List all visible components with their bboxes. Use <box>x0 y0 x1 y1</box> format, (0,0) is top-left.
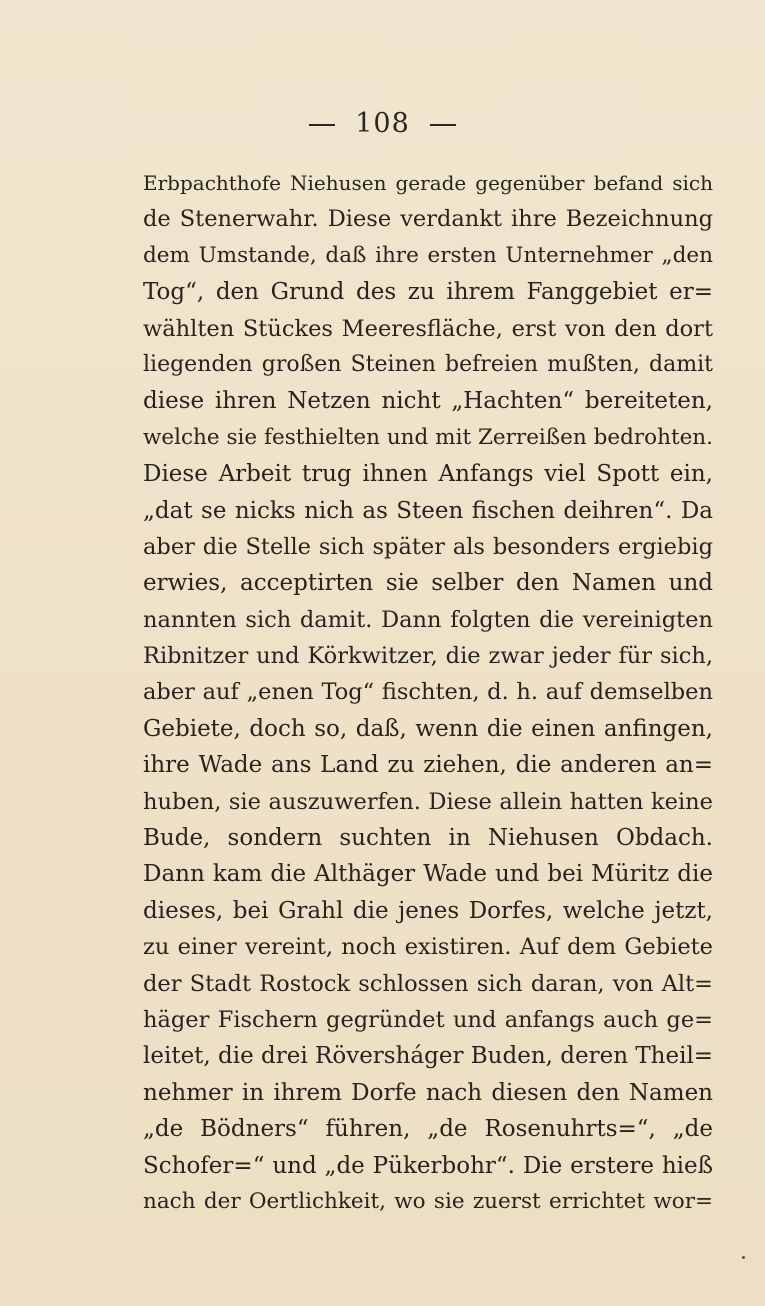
text-line: häger Fischern gegründet und anfangs auch ge= <box>143 1006 713 1033</box>
text-line: erwies, acceptirten sie selber den Namen und <box>143 570 713 597</box>
text-line: Erbpachthofe Niehusen gerade gegenüber befand sich <box>143 171 713 195</box>
page-number-header <box>0 108 765 139</box>
header-dash-right <box>430 124 456 126</box>
text-line: Dann kam die Althäger Wade und bei Müritz die <box>143 861 713 888</box>
text-line: ihre Wade ans Land zu ziehen, die anderen an= <box>143 752 713 779</box>
text-line: leitet, die drei Röversháger Buden, deren Theil= <box>143 1043 713 1070</box>
text-line: welche sie festhielten und mit Zerreißen bedrohten. <box>143 424 713 450</box>
text-line: diese ihren Netzen nicht „Hachten“ bereiteten, <box>143 388 713 415</box>
text-line: nach der Oertlichkeit, wo sie zuerst errichtet wor= <box>143 1188 713 1214</box>
text-line: wählten Stückes Meeresfläche, erst von den dort <box>143 315 713 342</box>
text-line: „de Bödners“ führen, „de Rosenuhrts=“, „de <box>143 1116 713 1143</box>
text-line: aber die Stelle sich später als besonders ergiebig <box>143 533 713 560</box>
paper-speck <box>742 1256 745 1259</box>
text-line: „dat se nicks nich as Steen fischen deihren“. Da <box>143 497 713 524</box>
text-line: zu einer vereint, noch existiren. Auf dem Gebiete <box>143 934 713 961</box>
header-dash-left <box>309 124 335 126</box>
text-line: Ribnitzer und Körkwitzer, die zwar jeder für sich, <box>143 643 713 670</box>
text-line: Tog“, den Grund des zu ihrem Fanggebiet er= <box>143 279 713 306</box>
text-line: Gebiete, doch so, daß, wenn die einen anfingen, <box>143 715 713 742</box>
text-line: Bude, sondern suchten in Niehusen Obdach. <box>143 825 713 852</box>
text-line: aber auf „enen Tog“ fischten, d. h. auf demselben <box>143 679 713 706</box>
page-number: 108 <box>355 108 410 139</box>
text-line: nehmer in ihrem Dorfe nach diesen den Namen <box>143 1079 713 1106</box>
text-line: Diese Arbeit trug ihnen Anfangs viel Spott ein, <box>143 461 713 488</box>
text-line: dieses, bei Grahl die jenes Dorfes, welche jetzt, <box>143 897 713 924</box>
text-line: dem Umstande, daß ihre ersten Unternehmer „den <box>143 242 713 268</box>
text-line: der Stadt Rostock schlossen sich daran, von Alt= <box>143 970 713 997</box>
text-line: de Stenerwahr. Diese verdankt ihre Bezeichnung <box>143 206 713 233</box>
text-line: liegenden großen Steinen befreien mußten, damit <box>143 351 713 377</box>
text-line: Schofer=“ und „de Pükerbohr“. Die erstere hieß <box>143 1152 713 1179</box>
text-line: nannten sich damit. Dann folgten die vereinigten <box>143 606 713 633</box>
body-text <box>143 165 713 1220</box>
text-line: huben, sie auszuwerfen. Diese allein hatten keine <box>143 788 713 815</box>
